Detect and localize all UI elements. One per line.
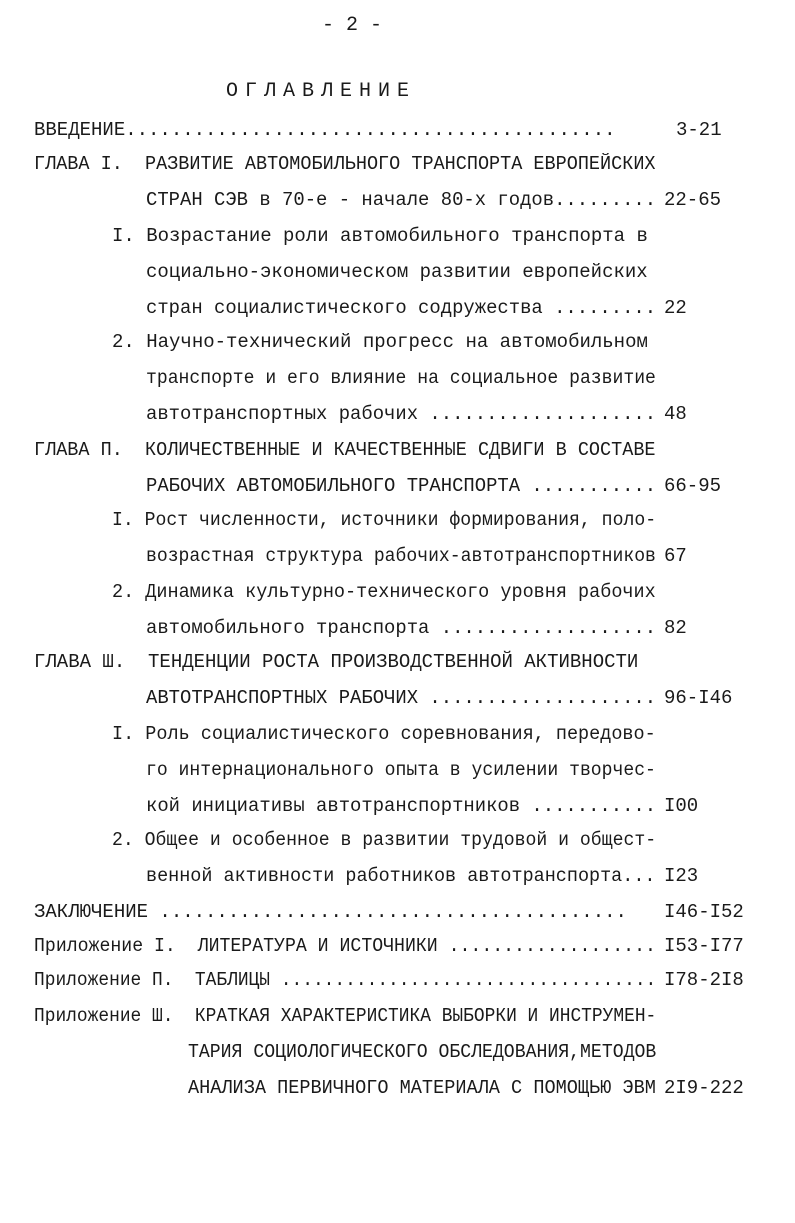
toc-entry-page: 96-I46 bbox=[664, 687, 733, 709]
toc-entry-line: ГЛАВА Ш. ТЕНДЕНЦИИ РОСТА ПРОИЗВОДСТВЕННОЙ АКТИВНОСТИ bbox=[34, 651, 639, 673]
toc-entry-page: 3-21 bbox=[676, 119, 722, 141]
toc-entry-line: ВВЕДЕНИЕ........................................... bbox=[34, 119, 616, 141]
toc-entry-line: стран социалистического содружества ......... bbox=[146, 297, 657, 319]
toc-entry-line: I. Роль социалистического соревнования, передово- bbox=[112, 723, 656, 745]
toc-entry-line: 2. Общее и особенное в развитии трудовой и общест- bbox=[112, 829, 657, 851]
toc-entry-line: венной активности работников автотранспорта... bbox=[146, 865, 656, 887]
toc-entry-line: I. Возрастание роли автомобильного транспорта в bbox=[112, 225, 648, 247]
toc-entry-page: 67 bbox=[664, 545, 687, 567]
toc-entry-line: транспорте и его влияние на социальное развитие bbox=[146, 367, 656, 389]
toc-entry-page: 22 bbox=[664, 297, 687, 319]
toc-entry-line: СТРАН СЭВ в 70-е - начале 80-х годов......... bbox=[146, 189, 657, 211]
toc-entry-line: Приложение П. ТАБЛИЦЫ ................................... bbox=[34, 969, 657, 991]
toc-entry-line: 2. Динамика культурно-технического уровня рабочих bbox=[112, 581, 656, 603]
toc-entry-line: возрастная структура рабочих-автотранспортников bbox=[146, 545, 656, 567]
toc-entry-line: ГЛАВА I. РАЗВИТИЕ АВТОМОБИЛЬНОГО ТРАНСПОРТА ЕВРОПЕЙСКИХ bbox=[34, 153, 656, 175]
toc-entry-line: социально-экономическом развитии европейских bbox=[146, 261, 648, 283]
toc-entry-page: 22-65 bbox=[664, 189, 722, 211]
toc-entry-page: 66-95 bbox=[664, 475, 722, 497]
toc-entry-page: I00 bbox=[664, 795, 699, 817]
toc-entry-page: 2I9-222 bbox=[664, 1077, 744, 1099]
toc-entry-line: ЗАКЛЮЧЕНИЕ ......................................... bbox=[34, 901, 627, 923]
toc-entry-page: 48 bbox=[664, 403, 687, 425]
toc-entry-line: автотранспортных рабочих .................... bbox=[146, 403, 657, 425]
toc-entry-line: автомобильного транспорта ................... bbox=[146, 617, 657, 639]
toc-entry-page: I23 bbox=[664, 865, 699, 887]
toc-entry-line: АВТОТРАНСПОРТНЫХ РАБОЧИХ .................... bbox=[146, 687, 657, 709]
page-number: - 2 - bbox=[322, 14, 383, 37]
toc-entry-page: 82 bbox=[664, 617, 687, 639]
toc-entry-page: I78-2I8 bbox=[664, 969, 744, 991]
toc-entry-line: Приложение Ш. КРАТКАЯ ХАРАКТЕРИСТИКА ВЫБОРКИ И ИНСТРУМЕН- bbox=[34, 1005, 657, 1027]
toc-entry-line: Приложение I. ЛИТЕРАТУРА И ИСТОЧНИКИ ................... bbox=[34, 935, 656, 957]
toc-title: ОГЛАВЛЕНИЕ bbox=[226, 80, 417, 103]
toc-entry-line: ГЛАВА П. КОЛИЧЕСТВЕННЫЕ И КАЧЕСТВЕННЫЕ СДВИГИ В СОСТАВЕ bbox=[34, 439, 656, 461]
toc-entry-line: ТАРИЯ СОЦИОЛОГИЧЕСКОГО ОБСЛЕДОВАНИЯ,МЕТОДОВ bbox=[188, 1041, 657, 1063]
toc-entry-line: кой инициативы автотранспортников ........... bbox=[146, 795, 657, 817]
toc-entry-line: I. Рост численности, источники формирования, поло- bbox=[112, 509, 657, 531]
toc-entry-line: РАБОЧИХ АВТОМОБИЛЬНОГО ТРАНСПОРТА ........... bbox=[146, 475, 657, 497]
toc-entry-line: 2. Научно-технический прогресс на автомобильном bbox=[112, 331, 648, 353]
toc-entry-line: го интернационального опыта в усилении творчес- bbox=[146, 759, 656, 781]
toc-entry-line: АНАЛИЗА ПЕРВИЧНОГО МАТЕРИАЛА С ПОМОЩЬЮ ЭВМ bbox=[188, 1077, 656, 1099]
toc-entry-page: I53-I77 bbox=[664, 935, 744, 957]
toc-entry-page: I46-I52 bbox=[664, 901, 744, 923]
